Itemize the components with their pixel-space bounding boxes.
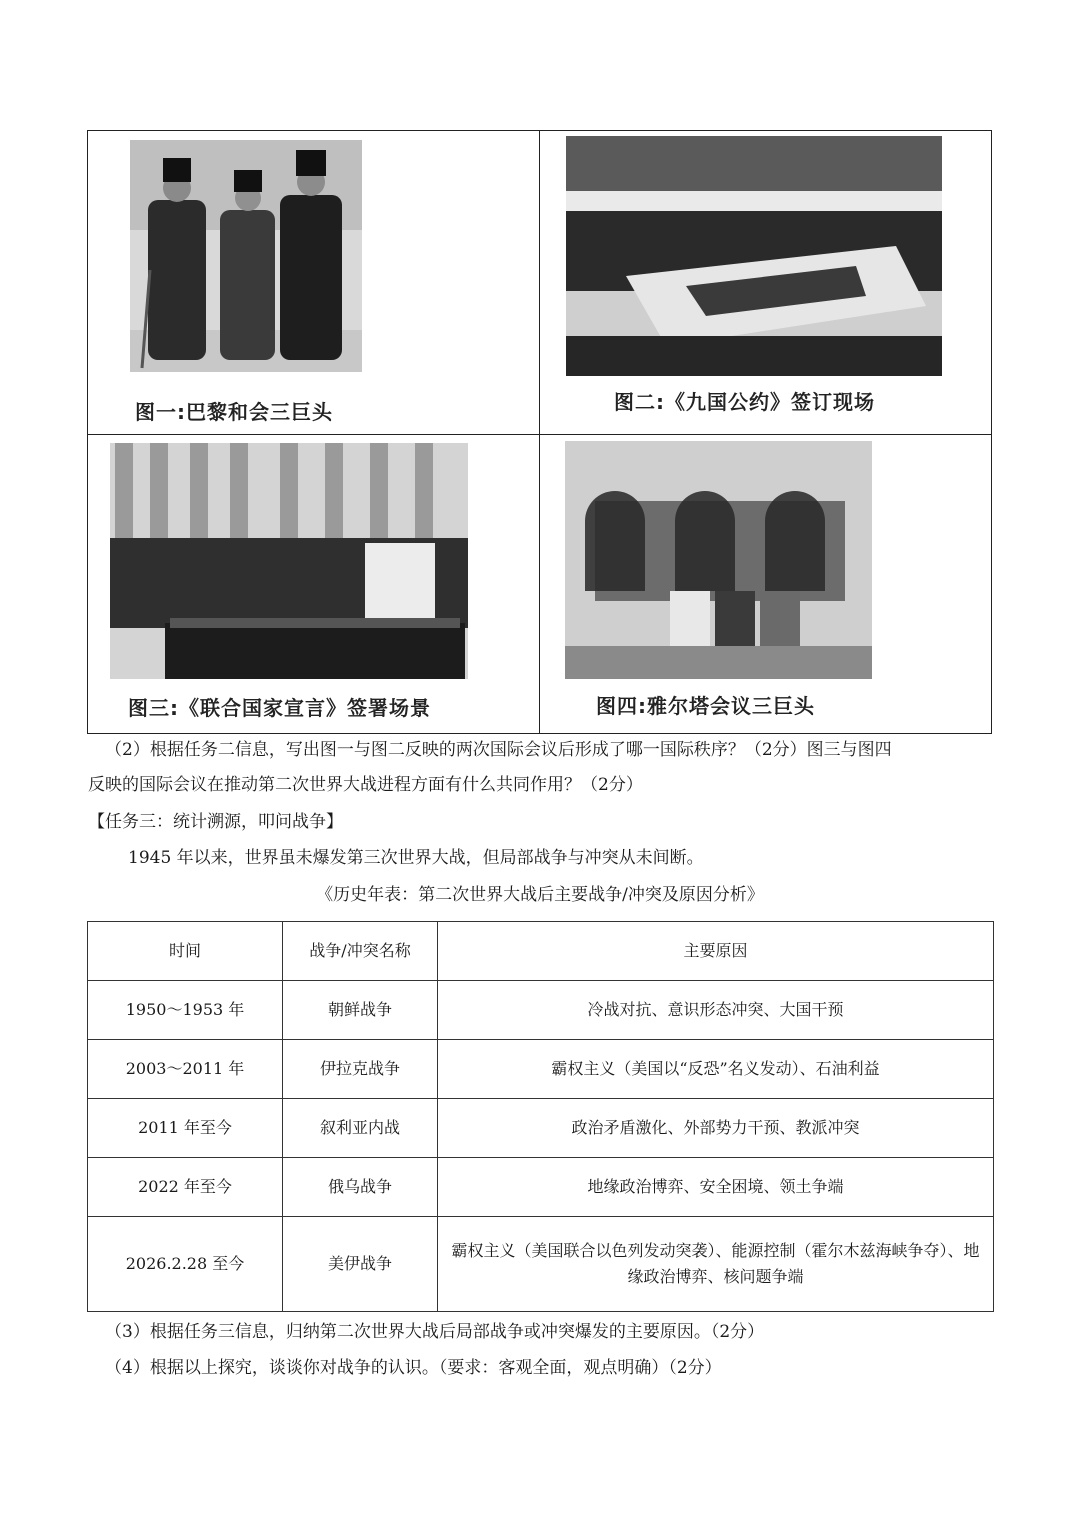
grid-divider-vertical [539,130,540,734]
grid-divider-horizontal [87,434,992,435]
table-header-cell: 时间 [88,922,283,981]
question-2-line-2: 反映的国际会议在推动第二次世界大战进程方面有什么共同作用？（2分） [88,775,643,795]
table-header-cell: 主要原因 [438,922,994,981]
figure-1-photo [130,140,362,372]
figure-4-caption: 图四:雅尔塔会议三巨头 [596,694,815,718]
table-cell-time: 2026.2.28 至今 [88,1217,283,1312]
table-cell-cause: 政治矛盾激化、外部势力干预、教派冲突 [438,1099,994,1158]
figure-3-caption: 图三:《联合国家宣言》签署场景 [128,696,431,720]
question-4: （4）根据以上探究，谈谈你对战争的认识。（要求：客观全面，观点明确）（2分） [105,1358,722,1378]
table-row [88,1099,994,1158]
table-cell-time: 2022 年至今 [88,1158,283,1217]
table-cell-name: 伊拉克战争 [283,1040,438,1099]
table-cell-name: 俄乌战争 [283,1158,438,1217]
table-row [88,981,994,1040]
history-timeline-table [87,921,994,1312]
table-cell-name: 朝鲜战争 [283,981,438,1040]
question-2-line-1: （2）根据任务二信息，写出图一与图二反映的两次国际会议后形成了哪一国际秩序？（2分）图三与图四 [105,740,892,760]
table-cell-cause: 霸权主义（美国以“反恐”名义发动）、石油利益 [438,1040,994,1099]
table-cell-time: 2011 年至今 [88,1099,283,1158]
figure-2-photo [566,136,942,376]
question-3: （3）根据任务三信息，归纳第二次世界大战后局部战争或冲突爆发的主要原因。（2分） [105,1322,765,1342]
table-row [88,1217,994,1312]
table-cell-time: 1950～1953 年 [88,981,283,1040]
table-cell-cause: 霸权主义（美国联合以色列发动突袭）、能源控制（霍尔木兹海峡争夺）、地缘政治博弈、核问题争端 [438,1217,994,1312]
table-cell-cause: 地缘政治博弈、安全困境、领土争端 [438,1158,994,1217]
figure-2-caption: 图二:《九国公约》签订现场 [614,390,875,414]
figure-1-caption: 图一:巴黎和会三巨头 [135,400,333,424]
table-cell-name: 叙利亚内战 [283,1099,438,1158]
table-header-cell: 战争/冲突名称 [283,922,438,981]
task-3-heading: 【任务三：统计溯源，叩问战争】 [88,812,343,832]
table-cell-name: 美伊战争 [283,1217,438,1312]
table-title: 《历史年表：第二次世界大战后主要战争/冲突及原因分析》 [316,885,764,905]
task-3-intro: 1945 年以来，世界虽未爆发第三次世界大战，但局部战争与冲突从未间断。 [128,848,704,868]
figure-3-photo [110,443,468,679]
table-cell-time: 2003～2011 年 [88,1040,283,1099]
table-row [88,1040,994,1099]
table-cell-cause: 冷战对抗、意识形态冲突、大国干预 [438,981,994,1040]
table-header-row [88,922,994,981]
figure-4-photo [565,441,872,679]
table-row [88,1158,994,1217]
